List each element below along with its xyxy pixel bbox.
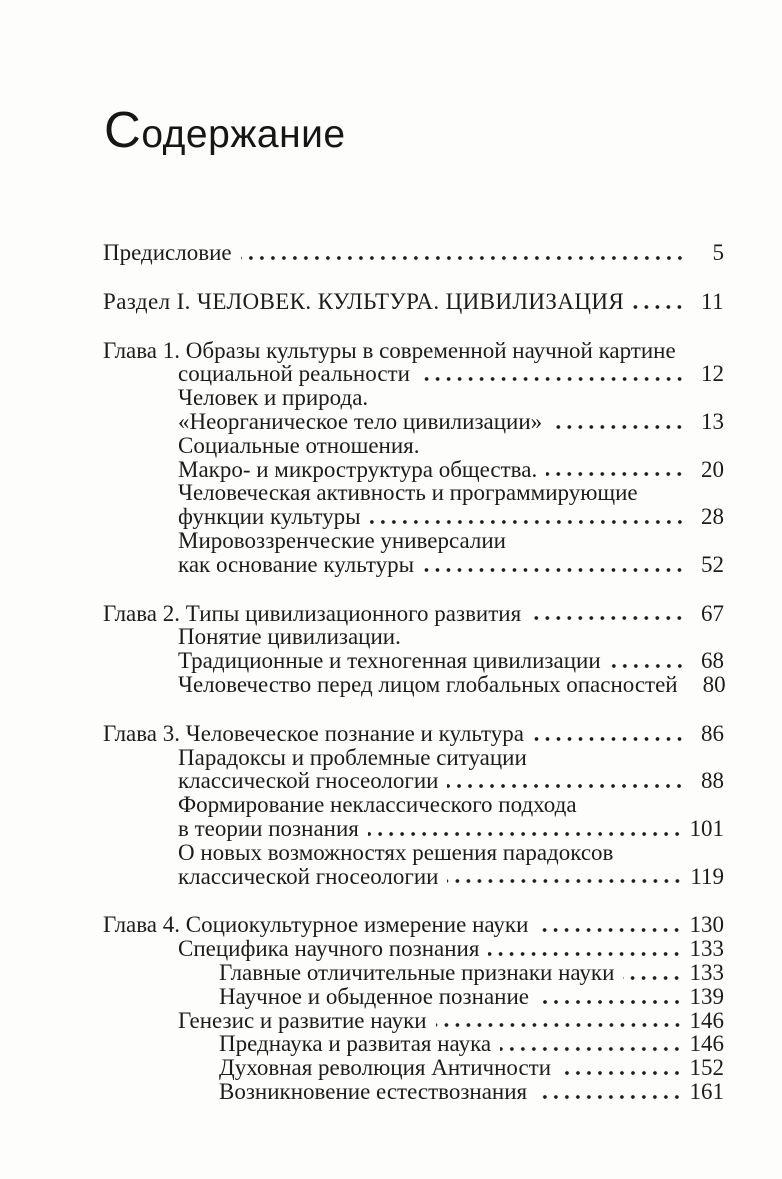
toc-entry-label: Формирование неклассического подхода bbox=[178, 792, 577, 818]
toc-entry-label: «Неорганическое тело цивилизации» bbox=[178, 408, 543, 434]
toc-entry-page-number: 28 bbox=[701, 504, 724, 530]
toc-entry-label: Главные отличительные признаки науки bbox=[219, 959, 615, 985]
toc-entry bbox=[103, 985, 724, 1009]
dot-leader bbox=[530, 616, 685, 620]
toc-entry-label: Глава 4. Социокультурное измерение науки bbox=[103, 912, 529, 938]
toc-entry-label: Мировоззренческие универсалии bbox=[178, 527, 506, 553]
toc-entry-page-number: 11 bbox=[701, 288, 724, 314]
toc-entry bbox=[103, 434, 724, 458]
toc-entry bbox=[103, 865, 724, 889]
dot-leader bbox=[419, 377, 685, 381]
toc-entry-page-number: 119 bbox=[690, 863, 724, 889]
toc-entry bbox=[103, 769, 724, 793]
toc-entry-label: Возникновение естествознания bbox=[219, 1078, 528, 1104]
toc-entry-label: Научное и обыденное познание bbox=[219, 983, 529, 1009]
toc-entry-page-number: 130 bbox=[689, 912, 724, 938]
toc-entry-page-number: 133 bbox=[689, 959, 724, 985]
toc-entry bbox=[103, 290, 724, 314]
toc-entry bbox=[103, 673, 724, 697]
toc-entry-label: Глава 3. Человеческое познание и культура bbox=[103, 720, 524, 746]
toc-entry-page-number: 86 bbox=[701, 720, 724, 746]
toc-entry bbox=[103, 649, 724, 673]
toc-entry bbox=[103, 1056, 724, 1080]
toc-list bbox=[103, 241, 724, 1104]
dot-leader bbox=[488, 952, 682, 956]
dot-leader bbox=[560, 1071, 682, 1075]
dot-leader bbox=[436, 1023, 683, 1027]
dot-leader bbox=[546, 472, 685, 476]
toc-entry-page-number: 52 bbox=[701, 551, 724, 577]
dot-leader bbox=[241, 256, 685, 260]
toc-entry-label: Специфика научного познания bbox=[178, 936, 480, 962]
dot-leader bbox=[447, 784, 685, 788]
toc-entry-label: О новых возможностях решения парадоксов bbox=[178, 839, 614, 865]
toc-entry bbox=[103, 241, 724, 265]
toc-entry-page-number: 67 bbox=[701, 600, 724, 626]
toc-entry bbox=[103, 746, 724, 770]
toc-entry-page-number: 146 bbox=[689, 1007, 724, 1033]
toc-entry-label: Раздел I. ЧЕЛОВЕК. КУЛЬТУРА. ЦИВИЛИЗАЦИЯ bbox=[103, 288, 625, 314]
toc-entry-label: классической гносеологии bbox=[178, 863, 439, 889]
toc-entry bbox=[103, 961, 724, 985]
toc-entry-label: Парадоксы и проблемные ситуации bbox=[178, 744, 527, 770]
toc-entry bbox=[103, 458, 724, 482]
toc-entry bbox=[103, 386, 724, 410]
dot-leader bbox=[500, 1047, 682, 1051]
toc-entry bbox=[103, 410, 724, 434]
toc-entry-page-number: 139 bbox=[689, 983, 724, 1009]
dot-leader bbox=[536, 1095, 682, 1099]
toc-entry-label: Макро- и микроструктура общества. bbox=[178, 456, 538, 482]
toc-entry-page-number: 12 bbox=[701, 361, 724, 387]
toc-entry-page-number: 161 bbox=[689, 1078, 724, 1104]
toc-entry-page-number: 133 bbox=[689, 936, 724, 962]
toc-entry bbox=[103, 841, 724, 865]
toc-entry bbox=[103, 793, 724, 817]
toc-entry bbox=[103, 505, 724, 529]
toc-entry-label: как основание культуры bbox=[178, 551, 415, 577]
dot-leader bbox=[447, 879, 683, 883]
dot-leader bbox=[623, 976, 682, 980]
toc-entry bbox=[103, 625, 724, 649]
toc-entry-label: социальной реальности bbox=[178, 361, 410, 387]
toc-entry-label: Человеческая активность и программирующие bbox=[178, 480, 638, 506]
toc-entry bbox=[103, 602, 724, 626]
toc-entry-label: Глава 2. Типы цивилизационного развития bbox=[103, 600, 522, 626]
toc-entry-label: Духовная революция Античности bbox=[219, 1055, 552, 1081]
toc-entry-label: Глава 1. Образы культуры в современной научной картине bbox=[103, 337, 676, 363]
toc-entry bbox=[103, 913, 724, 937]
toc-entry-label: Человек и природа. bbox=[178, 385, 369, 411]
toc-entry bbox=[103, 339, 724, 363]
dot-leader bbox=[533, 737, 685, 741]
dot-leader bbox=[537, 928, 682, 932]
toc-entry bbox=[103, 817, 724, 841]
dot-leader bbox=[538, 1000, 683, 1004]
toc-entry-page-number: 101 bbox=[689, 815, 724, 841]
dot-leader bbox=[633, 305, 685, 309]
dot-leader bbox=[610, 664, 685, 668]
toc-entry bbox=[103, 1009, 724, 1033]
dot-leader bbox=[368, 832, 683, 836]
toc-entry-label: Социальные отношения. bbox=[178, 432, 420, 458]
toc-entry-label: Понятие цивилизации. bbox=[178, 624, 401, 650]
toc-entry-label: Генезис и развитие науки bbox=[178, 1007, 427, 1033]
page-title: Содержание bbox=[104, 101, 346, 158]
toc-entry-page-number: 80 bbox=[702, 671, 726, 697]
dot-leader bbox=[370, 520, 685, 524]
dot-leader bbox=[551, 425, 685, 429]
toc-entry bbox=[103, 1032, 724, 1056]
toc-entry-label: Преднаука и развитая наука bbox=[219, 1031, 492, 1057]
toc-entry bbox=[103, 722, 724, 746]
toc-entry-page-number: 88 bbox=[701, 768, 724, 794]
dot-leader bbox=[423, 568, 685, 572]
toc-entry-label: функции культуры bbox=[178, 504, 361, 530]
toc-entry-page-number: 146 bbox=[689, 1031, 724, 1057]
toc-entry-page-number: 68 bbox=[701, 648, 724, 674]
toc-entry-label: Традиционные и техногенная цивилизации bbox=[178, 648, 601, 674]
toc-entry bbox=[103, 362, 724, 386]
toc-entry bbox=[103, 1080, 724, 1104]
toc-entry bbox=[103, 553, 724, 577]
toc-entry-label: классической гносеологии bbox=[178, 768, 439, 794]
toc-entry-page-number: 5 bbox=[712, 240, 724, 265]
toc-entry-page-number: 152 bbox=[689, 1055, 724, 1081]
toc-entry-page-number: 20 bbox=[701, 456, 724, 482]
toc-entry-label: в теории познания bbox=[178, 815, 359, 841]
toc-entry-label: Предисловие bbox=[103, 240, 232, 265]
toc-entry-page-number: 13 bbox=[701, 408, 724, 434]
toc-entry bbox=[103, 529, 724, 553]
toc-entry bbox=[103, 937, 724, 961]
toc-entry bbox=[103, 481, 724, 505]
toc-entry-label: Человечество перед лицом глобальных опасностей bbox=[178, 671, 678, 697]
